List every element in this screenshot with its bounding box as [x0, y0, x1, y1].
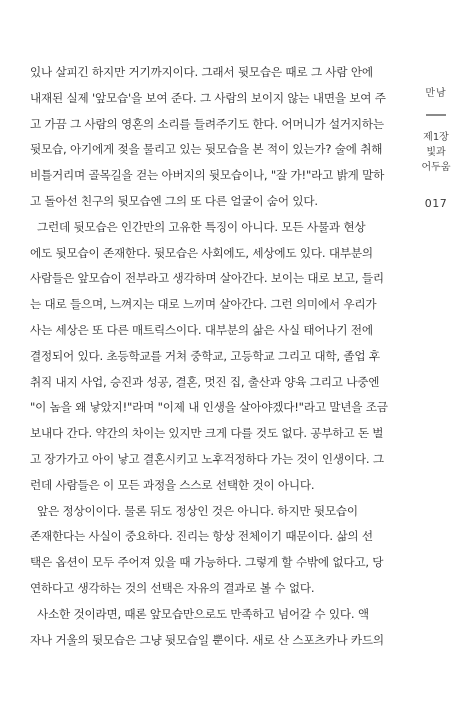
chapter-number: 제1장 — [423, 132, 449, 143]
text-line: 취직 내지 사업, 승진과 성공, 결혼, 멋진 집, 출산과 양육 그리고 나중엔 — [30, 374, 380, 389]
part-title: 만남 — [425, 88, 447, 99]
text-line: 사는 세상은 또 다른 매트릭스이다. 대부분의 삶은 사실 태어나기 전에 — [30, 322, 373, 337]
text-line: "이 놈을 왜 낳았지!"라며 "이제 내 인생을 살아야겠다!"라고 말년을 조금 — [30, 400, 388, 415]
header-divider — [426, 114, 446, 116]
text-line: 사소한 것이라면, 때론 앞모습만으로도 만족하고 넘어갈 수 있다. 액 — [30, 606, 369, 621]
text-line: 보내다 간다. 약간의 차이는 있지만 크게 다를 것도 없다. 공부하고 돈 벌 — [30, 426, 384, 441]
text-line: 결정되어 있다. 초등학교를 거쳐 중학교, 고등학교 그리고 대학, 졸업 후 — [30, 348, 380, 363]
text-line: 는 대로 들으며, 느껴지는 대로 느끼며 살아간다. 그런 의미에서 우리가 — [30, 297, 377, 312]
text-line: 자나 거울의 뒷모습은 그냥 뒷모습일 뿐이다. 새로 산 스포츠카나 카드의 — [30, 632, 384, 647]
text-line: 뒷모습, 아기에게 젖을 물리고 있는 뒷모습을 본 적이 있는가? 술에 취해 — [30, 142, 383, 157]
text-line: 에도 뒷모습이 존재한다. 뒷모습은 사회에도, 세상에도 있다. 대부분의 — [30, 245, 373, 260]
text-line: 고 장가가고 아이 낳고 결혼시키고 노후걱정하다 가는 것이 인생이다. 그 — [30, 451, 384, 466]
text-line: 런데 사람들은 이 모든 과정을 스스로 선택한 것이 아니다. — [30, 477, 315, 492]
text-line: 고 가끔 그 사람의 영혼의 소리를 들려주기도 한다. 어머니가 설거지하는 — [30, 116, 384, 131]
text-line: 고 돌아선 친구의 뒷모습엔 그의 또 다른 얼굴이 숨어 있다. — [30, 193, 318, 208]
text-line: 택은 옵션이 모두 주어져 있을 때 가능하다. 그렇게 할 수밖에 없다고, 당 — [30, 555, 384, 570]
text-line: 내재된 실제 '앞모습'을 보여 준다. 그 사람의 보이지 않는 내면을 보여 주 — [30, 90, 386, 105]
body-text — [30, 60, 398, 653]
chapter-title-line: 빛과 — [426, 147, 446, 158]
text-line: 비틀거리며 골목길을 걷는 아버지의 뒷모습이나, "잘 가!"라고 밝게 말하 — [30, 168, 385, 183]
chapter-title — [414, 130, 458, 175]
chapter-title-line: 어두움 — [421, 162, 451, 173]
text-line: 앞은 정상이이다. 물론 뒤도 정상인 것은 아니다. 하지만 뒷모습이 — [30, 503, 358, 518]
text-line: 연하다고 생각하는 것의 선택은 자유의 결과로 볼 수 없다. — [30, 580, 315, 595]
page-number: 017 — [424, 197, 448, 210]
text-line: 존재한다는 사실이 중요하다. 진리는 항상 전체이기 때문이다. 삶의 선 — [30, 529, 373, 544]
text-line: 있나 살피긴 하지만 거기까지이다. 그래서 뒷모습은 때로 그 사람 안에 — [30, 65, 373, 79]
text-line: 그런데 뒷모습은 인간만의 고유한 특징이 아니다. 모든 사물과 현상 — [30, 219, 366, 234]
text-line: 사람들은 앞모습이 전부라고 생각하며 살아간다. 보이는 대로 보고, 들리 — [30, 271, 384, 286]
running-header — [414, 86, 458, 210]
